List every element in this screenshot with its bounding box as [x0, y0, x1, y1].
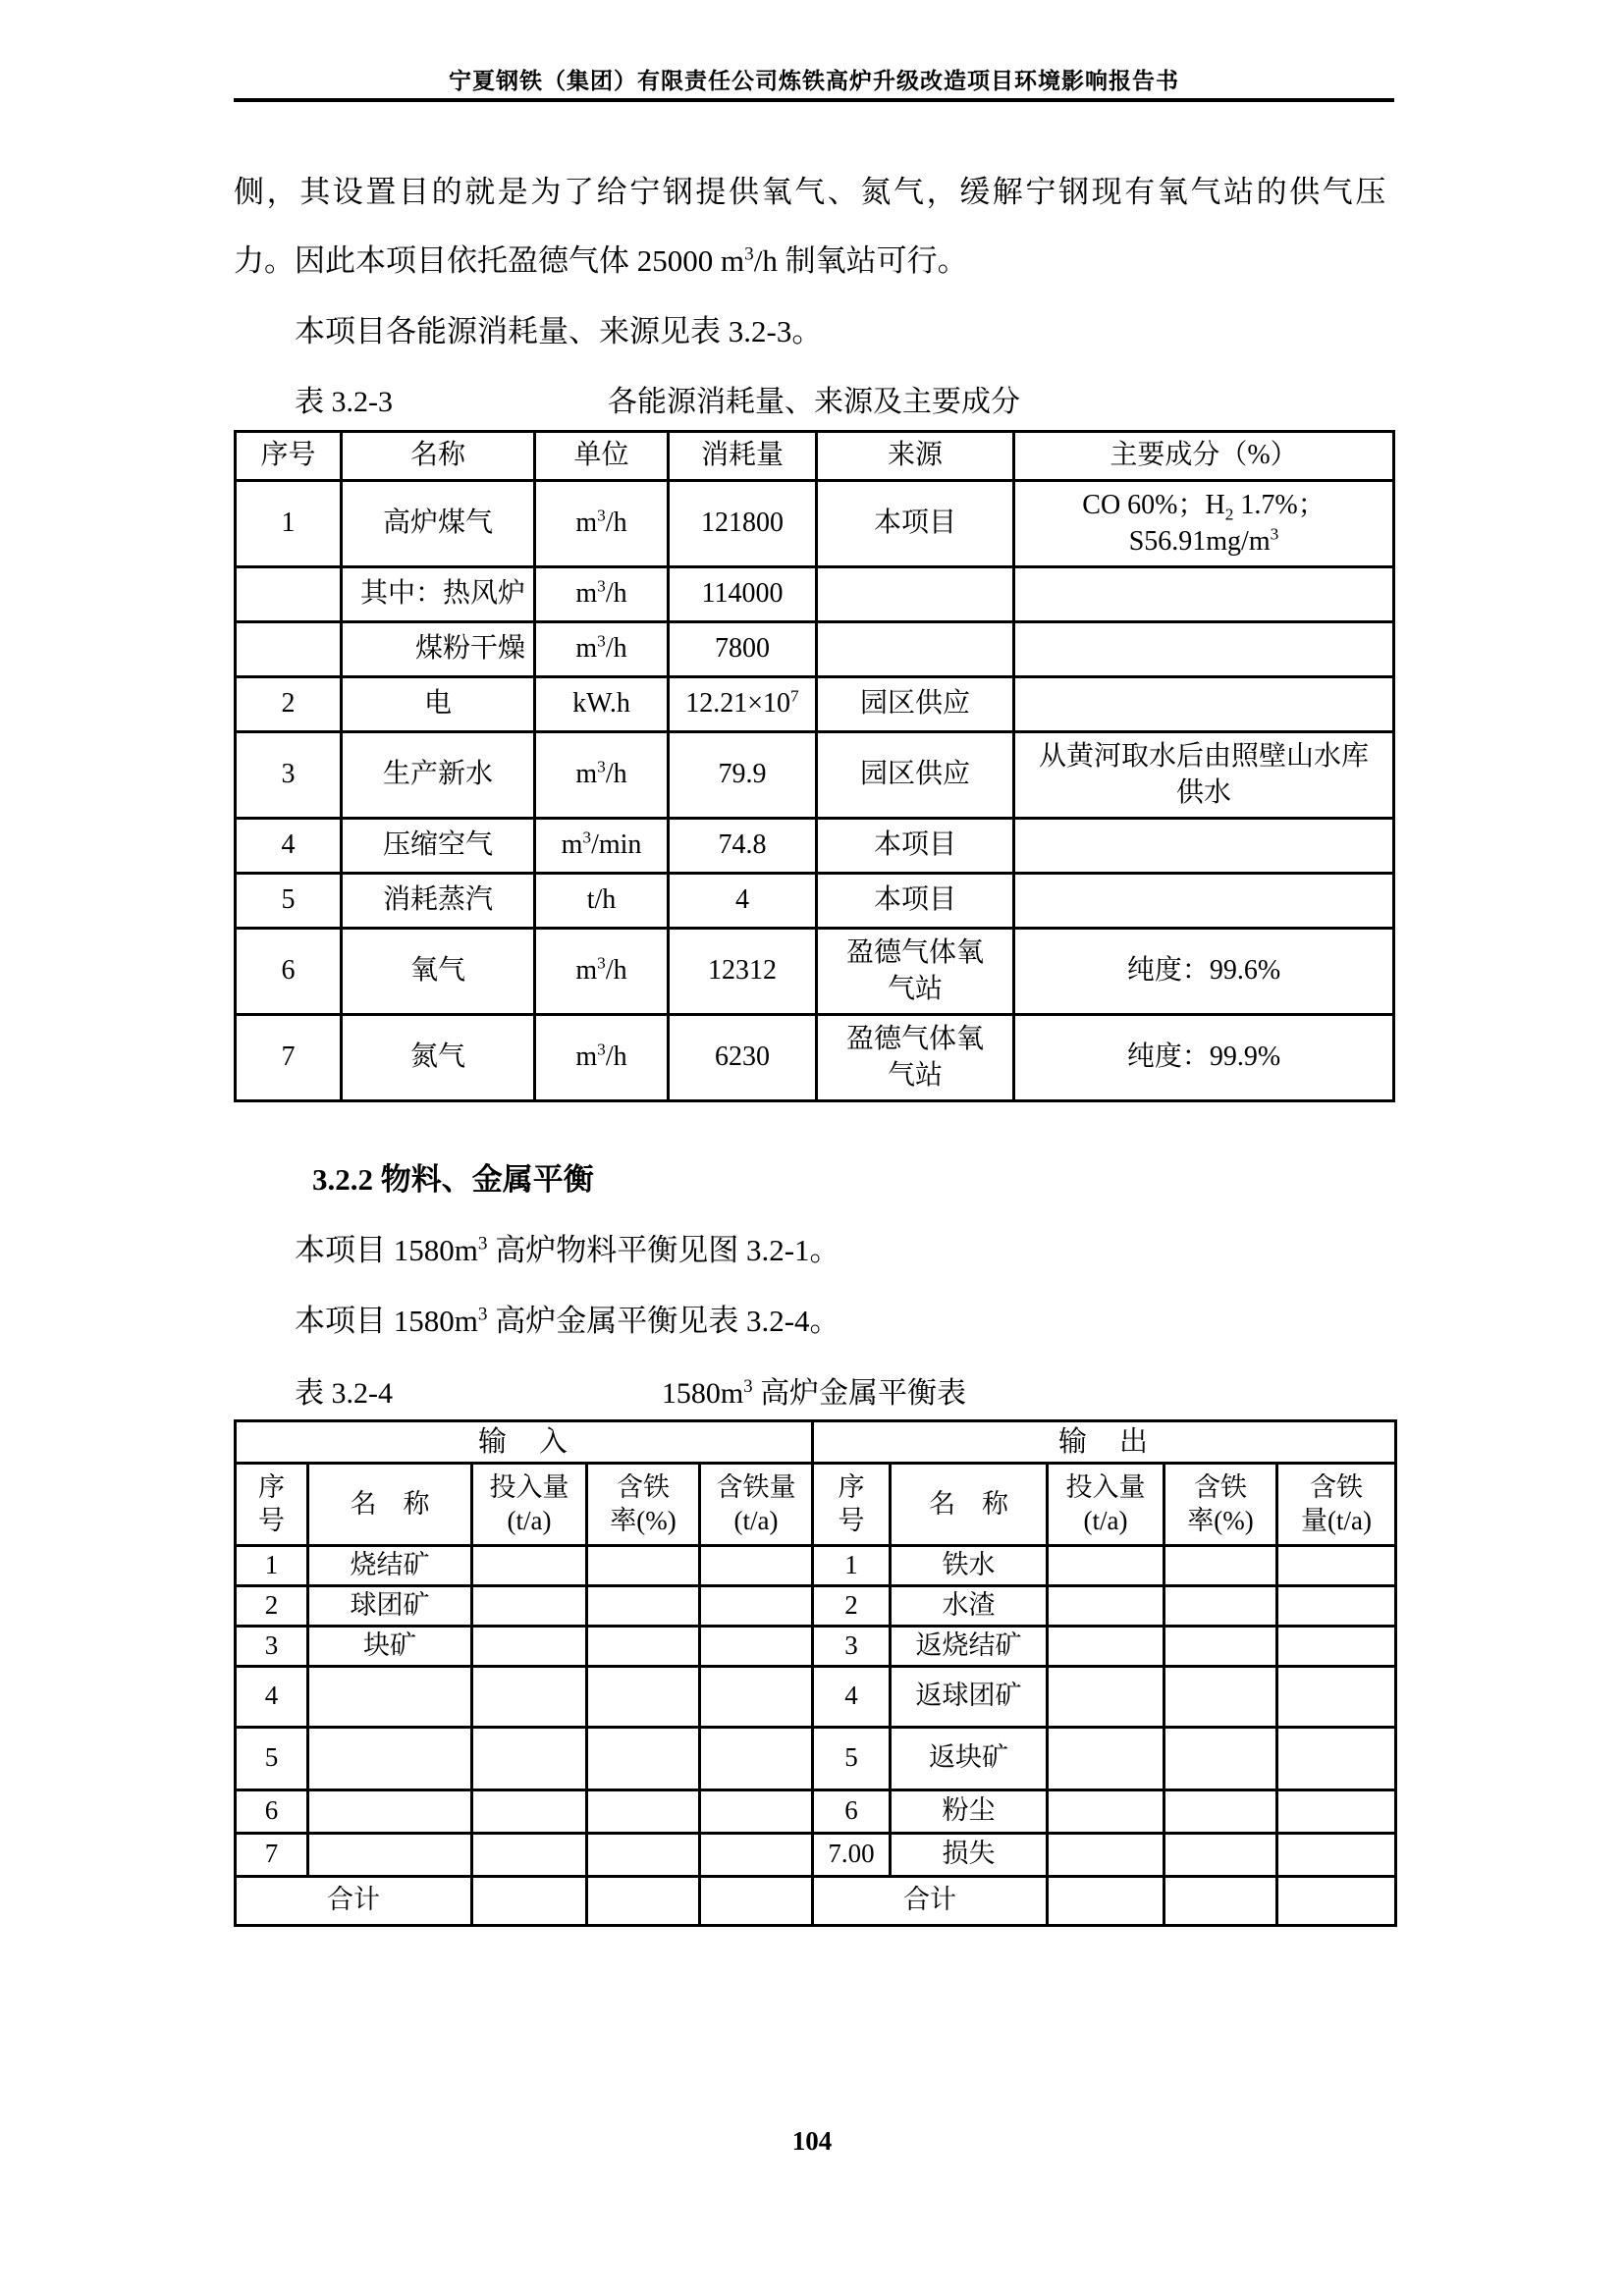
- section-heading: 3.2.2 物料、金属平衡: [312, 1162, 594, 1197]
- cell: [1014, 819, 1394, 874]
- cell: [236, 622, 342, 677]
- cell: 4: [669, 874, 817, 929]
- col-header: 含铁量 (t/a): [700, 1464, 813, 1546]
- cell: 2: [236, 1586, 308, 1627]
- table-caption: [234, 1368, 1394, 1412]
- cell: [1164, 1546, 1277, 1586]
- table-caption: [234, 377, 1394, 420]
- table-caption-title: $1580m^3$ 高炉金属平衡表: [661, 1376, 967, 1410]
- cell: [1164, 1727, 1277, 1789]
- cell: t/h: [535, 874, 669, 929]
- cell: 高炉煤气: [342, 481, 535, 567]
- cell: 块矿: [308, 1626, 472, 1666]
- cell: 3: [236, 732, 342, 819]
- cell: 2: [236, 677, 342, 732]
- table-header-row: [236, 432, 1394, 481]
- col-header: 含铁 量(t/a): [1277, 1464, 1396, 1546]
- cell: [587, 1727, 700, 1789]
- cell: 粉尘: [891, 1789, 1048, 1833]
- cell: 球团矿: [308, 1586, 472, 1627]
- cell: 5: [813, 1727, 891, 1789]
- col-header: 序 号: [236, 1464, 308, 1546]
- cell: [308, 1727, 472, 1789]
- table-row: [236, 622, 1394, 677]
- cell: [587, 1626, 700, 1666]
- col-header: 来源: [817, 432, 1014, 481]
- cell: 6: [236, 929, 342, 1015]
- header-rule: [234, 98, 1394, 102]
- cell: [1048, 1626, 1164, 1666]
- table-row: [236, 1833, 1396, 1876]
- cell: 6: [236, 1789, 308, 1833]
- cell: 电: [342, 677, 535, 732]
- cell: [700, 1789, 813, 1833]
- cell: 盈德气体氧 气站: [817, 1015, 1014, 1101]
- cell: [472, 1586, 587, 1627]
- paragraph: 本项目 $1580m^3$ 高炉物料平衡见图 3.2-1。: [295, 1233, 840, 1267]
- cell: 本项目: [817, 874, 1014, 929]
- cell: [236, 567, 342, 622]
- cell: 返块矿: [891, 1727, 1048, 1789]
- col-header: 名 称: [891, 1464, 1048, 1546]
- cell: 返烧结矿: [891, 1626, 1048, 1666]
- cell: 煤粉干燥: [342, 622, 535, 677]
- table-row: [236, 1546, 1396, 1586]
- col-header: 单位: [535, 432, 669, 481]
- cell: [308, 1789, 472, 1833]
- cell: 7800: [669, 622, 817, 677]
- table-caption-label: 表 3.2-4: [295, 1377, 393, 1410]
- cell: 3: [236, 1626, 308, 1666]
- col-header: 名称: [342, 432, 535, 481]
- cell: [700, 1586, 813, 1627]
- cell: [308, 1833, 472, 1876]
- cell: 74.8: [669, 819, 817, 874]
- cell: [1277, 1727, 1396, 1789]
- col-header: 输 入: [236, 1421, 813, 1464]
- cell: [472, 1876, 587, 1925]
- paragraph: 本项目 $1580m^3$ 高炉金属平衡见表 3.2-4。: [295, 1304, 840, 1338]
- cell: [1277, 1626, 1396, 1666]
- cell: [1014, 677, 1394, 732]
- col-header: 序号: [236, 432, 342, 481]
- paragraph: 本项目各能源消耗量、来源见表 3.2-3。: [295, 314, 823, 348]
- cell: [817, 567, 1014, 622]
- cell: [817, 622, 1014, 677]
- paragraph: 力。因此本项目依托盈德气体 25000 $m^3/h$ 制氧站可行。: [234, 243, 968, 278]
- cell: 4: [813, 1666, 891, 1727]
- cell: [700, 1876, 813, 1925]
- cell: [1048, 1666, 1164, 1727]
- page-number: 104: [791, 2126, 833, 2156]
- cell: [587, 1666, 700, 1727]
- col-header: 序 号: [813, 1464, 891, 1546]
- cell: [1164, 1789, 1277, 1833]
- cell: 7: [236, 1833, 308, 1876]
- cell: [1277, 1586, 1396, 1627]
- total-label: 合计: [813, 1876, 1048, 1925]
- cell: 纯度：99.6%: [1014, 929, 1394, 1015]
- cell: [587, 1876, 700, 1925]
- table-row: [236, 481, 1394, 567]
- cell: [1164, 1876, 1277, 1925]
- cell: 其中：热风炉: [342, 567, 535, 622]
- cell: [1048, 1789, 1164, 1833]
- cell: 6230: [669, 1015, 817, 1101]
- cell: [1164, 1666, 1277, 1727]
- cell: 本项目: [817, 481, 1014, 567]
- table-row: [236, 1666, 1396, 1727]
- cell: [587, 1833, 700, 1876]
- cell: 氧气: [342, 929, 535, 1015]
- cell: [700, 1626, 813, 1666]
- cell: 6: [813, 1789, 891, 1833]
- cell: 烧结矿: [308, 1546, 472, 1586]
- cell: 5: [236, 874, 342, 929]
- cell: [1048, 1586, 1164, 1627]
- cell: 园区供应: [817, 677, 1014, 732]
- cell: [1048, 1546, 1164, 1586]
- table-row: [236, 819, 1394, 874]
- cell: 水渣: [891, 1586, 1048, 1627]
- cell: 盈德气体氧 气站: [817, 929, 1014, 1015]
- total-label: 合计: [236, 1876, 472, 1925]
- cell: 114000: [669, 567, 817, 622]
- cell: $m^3/h$: [535, 929, 669, 1015]
- cell: [700, 1546, 813, 1586]
- cell: 从黄河取水后由照壁山水库 供水: [1014, 732, 1394, 819]
- cell: 1: [236, 481, 342, 567]
- cell: [1014, 874, 1394, 929]
- col-header: 投入量 (t/a): [472, 1464, 587, 1546]
- cell: 1: [236, 1546, 308, 1586]
- cell: $m^3/h$: [535, 1015, 669, 1101]
- cell: [700, 1727, 813, 1789]
- cell: [472, 1546, 587, 1586]
- table-row: [236, 1789, 1396, 1833]
- cell: [1048, 1833, 1164, 1876]
- cell: 4: [236, 1666, 308, 1727]
- cell: $m^3/h$: [535, 732, 669, 819]
- cell: [1277, 1546, 1396, 1586]
- cell: kW.h: [535, 677, 669, 732]
- cell: CO 60%；$H_2$ 1.7%； $S56.91mg/m^3$: [1014, 481, 1394, 567]
- table-row: [236, 567, 1394, 622]
- table-row: [236, 1727, 1396, 1789]
- cell: [1048, 1727, 1164, 1789]
- table-caption-title: 各能源消耗量、来源及主要成分: [608, 386, 1020, 418]
- cell: 7: [236, 1015, 342, 1101]
- cell: 7.00: [813, 1833, 891, 1876]
- cell: 4: [236, 819, 342, 874]
- cell: [1277, 1789, 1396, 1833]
- col-header: 名 称: [308, 1464, 472, 1546]
- cell: 返球团矿: [891, 1666, 1048, 1727]
- cell: $12.21\times 10^7$: [669, 677, 817, 732]
- cell: [700, 1833, 813, 1876]
- cell: [1164, 1586, 1277, 1627]
- cell: [1014, 622, 1394, 677]
- cell: [1277, 1833, 1396, 1876]
- cell: [1048, 1876, 1164, 1925]
- cell: [587, 1586, 700, 1627]
- cell: 本项目: [817, 819, 1014, 874]
- cell: 压缩空气: [342, 819, 535, 874]
- cell: [1164, 1833, 1277, 1876]
- cell: $m^3/\min$: [535, 819, 669, 874]
- cell: 1: [813, 1546, 891, 1586]
- cell: [587, 1789, 700, 1833]
- table-row: [236, 1586, 1396, 1627]
- table-row: [236, 874, 1394, 929]
- table-caption-label: 表 3.2-3: [295, 386, 393, 418]
- col-header: 输 出: [813, 1421, 1396, 1464]
- cell: $m^3/h$: [535, 622, 669, 677]
- cell: [472, 1727, 587, 1789]
- table-band-row: [236, 1421, 1396, 1464]
- energy-consumption-table: [234, 430, 1395, 1102]
- cell: 12312: [669, 929, 817, 1015]
- cell: 5: [236, 1727, 308, 1789]
- table-row: [236, 929, 1394, 1015]
- col-header: 消耗量: [669, 432, 817, 481]
- cell: 园区供应: [817, 732, 1014, 819]
- cell: [308, 1666, 472, 1727]
- metal-balance-table: [234, 1419, 1397, 1927]
- cell: 121800: [669, 481, 817, 567]
- cell: 纯度：99.9%: [1014, 1015, 1394, 1101]
- cell: 氮气: [342, 1015, 535, 1101]
- table-row: [236, 1626, 1396, 1666]
- cell: [587, 1546, 700, 1586]
- cell: $m^3/h$: [535, 481, 669, 567]
- table-total-row: [236, 1876, 1396, 1925]
- cell: $m^3/h$: [535, 567, 669, 622]
- col-header: 投入量 (t/a): [1048, 1464, 1164, 1546]
- cell: 2: [813, 1586, 891, 1627]
- table-header-row: [236, 1464, 1396, 1546]
- page-title: 宁夏钢铁（集团）有限责任公司炼铁高炉升级改造项目环境影响报告书: [449, 69, 1179, 93]
- cell: [472, 1666, 587, 1727]
- cell: [1277, 1876, 1396, 1925]
- cell: 消耗蒸汽: [342, 874, 535, 929]
- paragraph: 侧，其设置目的就是为了给宁钢提供氧气、氮气，缓解宁钢现有氧气站的供气压: [234, 175, 1388, 209]
- col-header: 含铁 率(%): [1164, 1464, 1277, 1546]
- cell: [1164, 1626, 1277, 1666]
- cell: [472, 1789, 587, 1833]
- cell: [1277, 1666, 1396, 1727]
- cell: [700, 1666, 813, 1727]
- cell: 79.9: [669, 732, 817, 819]
- cell: 损失: [891, 1833, 1048, 1876]
- table-row: [236, 732, 1394, 819]
- cell: [1014, 567, 1394, 622]
- col-header: 含铁 率(%): [587, 1464, 700, 1546]
- cell: [472, 1626, 587, 1666]
- table-row: [236, 677, 1394, 732]
- table-row: [236, 1015, 1394, 1101]
- cell: 铁水: [891, 1546, 1048, 1586]
- cell: 生产新水: [342, 732, 535, 819]
- col-header: 主要成分（%）: [1014, 432, 1394, 481]
- cell: 3: [813, 1626, 891, 1666]
- cell: [472, 1833, 587, 1876]
